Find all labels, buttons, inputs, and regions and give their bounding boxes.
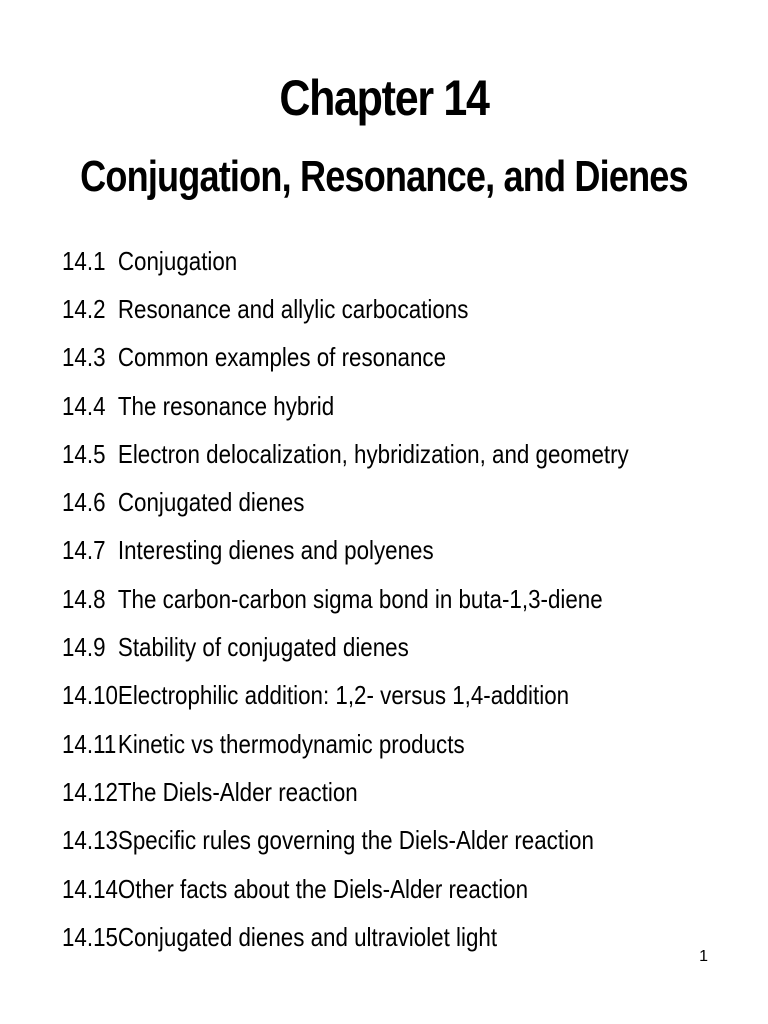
- toc-text: Conjugated dienes: [117, 487, 305, 518]
- toc-text: Kinetic vs thermodynamic products: [117, 728, 465, 759]
- toc-number: 14.2: [62, 293, 106, 324]
- toc-number: 14.11: [62, 728, 117, 759]
- toc-item: [62, 623, 629, 671]
- toc-item: [62, 334, 629, 382]
- toc-item: [62, 382, 629, 430]
- toc-item: [62, 478, 629, 526]
- toc-text: Interesting dienes and polyenes: [117, 535, 434, 566]
- toc-text: Specific rules governing the Diels-Alder reaction: [117, 825, 594, 856]
- toc-text: Common examples of resonance: [117, 342, 447, 373]
- toc-text: The Diels-Alder reaction: [117, 776, 358, 807]
- table-of-contents: [62, 237, 721, 961]
- toc-number: 14.15: [62, 921, 118, 952]
- toc-item: [62, 913, 629, 961]
- toc-item: [62, 768, 629, 816]
- toc-number: 14.12: [62, 776, 118, 807]
- toc-text: Electrophilic addition: 1,2- versus 1,4-addition: [117, 680, 570, 711]
- toc-item: [62, 720, 629, 768]
- chapter-title: Chapter 14: [279, 70, 489, 126]
- toc-number: 14.5: [62, 438, 106, 469]
- toc-item: [62, 285, 629, 333]
- toc-text: The resonance hybrid: [117, 390, 335, 421]
- toc-number: 14.6: [62, 487, 106, 518]
- toc-text: The carbon-carbon sigma bond in buta-1,3-diene: [117, 583, 603, 614]
- toc-number: 14.14: [62, 873, 118, 904]
- toc-item: [62, 865, 629, 913]
- toc-number: 14.8: [62, 583, 106, 614]
- toc-number: 14.4: [62, 390, 106, 421]
- toc-item: [62, 575, 629, 623]
- toc-text: Resonance and allylic carbocations: [117, 293, 469, 324]
- toc-number: 14.3: [62, 342, 106, 373]
- toc-number: 14.9: [62, 632, 106, 663]
- toc-item: [62, 817, 629, 865]
- toc-text: Conjugation: [117, 245, 238, 276]
- toc-number: 14.13: [62, 825, 118, 856]
- toc-item: [62, 672, 629, 720]
- toc-number: 14.7: [62, 535, 106, 566]
- toc-item: [62, 527, 629, 575]
- toc-text: Other facts about the Diels-Alder reaction: [117, 873, 529, 904]
- toc-text: Stability of conjugated dienes: [117, 632, 409, 663]
- toc-item: [62, 237, 629, 285]
- toc-number: 14.1: [62, 245, 106, 276]
- toc-text: Electron delocalization, hybridization, and geometry: [117, 438, 629, 469]
- toc-number: 14.10: [62, 680, 118, 711]
- toc-text: Conjugated dienes and ultraviolet light: [117, 921, 498, 952]
- page-number: 1: [699, 948, 708, 965]
- toc-item: [62, 430, 629, 478]
- chapter-subtitle: Conjugation, Resonance, and Dienes: [80, 152, 688, 201]
